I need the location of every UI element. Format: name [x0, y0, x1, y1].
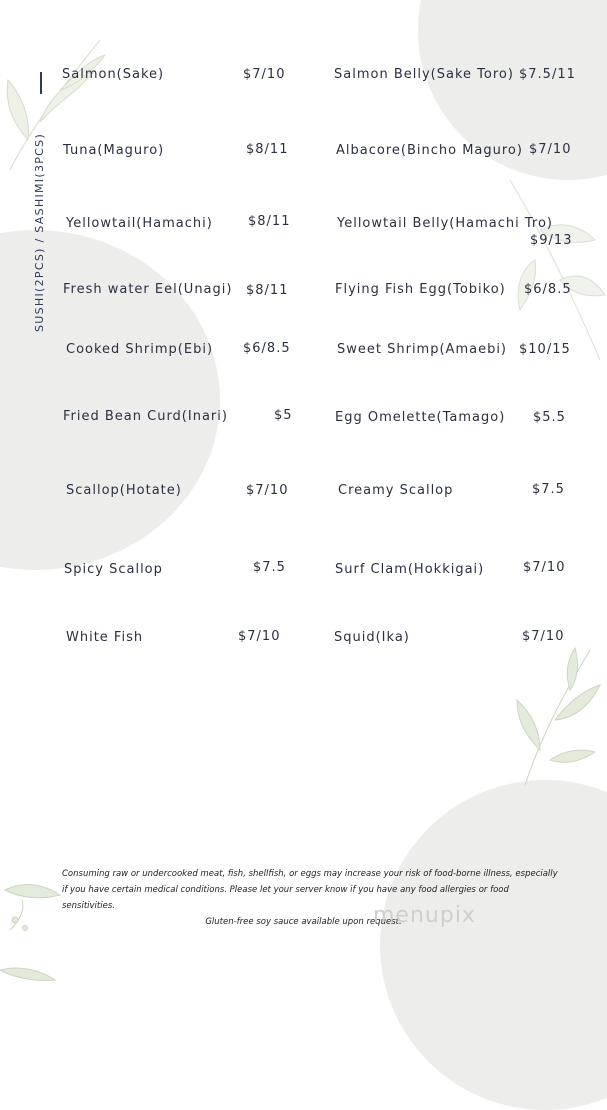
background-blob-bottom	[380, 780, 607, 1110]
menu-item-price: $6/8.5	[524, 282, 572, 297]
menu-item-name: Spicy Scallop	[64, 562, 163, 577]
gluten-free-note: Gluten-free soy sauce available upon request.	[205, 917, 402, 927]
menu-item-price: $8/11	[248, 214, 291, 229]
leaf-decoration-bottom-right-icon	[505, 640, 605, 790]
menu-item-name: Squid(Ika)	[334, 630, 410, 645]
menu-item-name: Albacore(Bincho Maguro)	[336, 143, 523, 158]
menu-item-name: Scallop(Hotate)	[66, 483, 182, 498]
leaf-decoration-bottom-left-icon	[0, 870, 70, 1000]
menu-item-name: Surf Clam(Hokkigai)	[335, 562, 485, 577]
menu-item-price: $7/10	[523, 560, 566, 575]
menu-item-name: Salmon Belly(Sake Toro)	[334, 67, 514, 82]
menu-item-price: $5.5	[533, 410, 566, 425]
menu-item-name: Tuna(Maguro)	[63, 143, 165, 158]
menu-item-price: $7.5/11	[519, 67, 576, 82]
menu-item-name: Fresh water Eel(Unagi)	[63, 282, 233, 297]
menu-item-name: Egg Omelette(Tamago)	[335, 410, 506, 425]
watermark-logo: menupix	[373, 903, 476, 928]
food-safety-disclaimer: Consuming raw or undercooked meat, fish, shellfish, or eggs may increase your risk of food-borne illness, especially if you have certain medical conditions. Please let your server know if you have any food allergies or food sensitivities.	[62, 869, 558, 911]
menu-item-name: Creamy Scallop	[338, 483, 454, 498]
menu-item-price: $10/15	[519, 342, 571, 357]
menu-item-name: White Fish	[66, 630, 144, 645]
menu-item-name: Yellowtail Belly(Hamachi Tro)	[337, 216, 553, 231]
menu-item-name: Yellowtail(Hamachi)	[66, 216, 213, 231]
menu-item-price: $9/13	[530, 233, 573, 248]
menu-item-price: $7/10	[522, 629, 565, 644]
menu-item-name: Sweet Shrimp(Amaebi)	[337, 342, 508, 357]
menu-item-name: Salmon(Sake)	[62, 67, 165, 82]
menu-item-price: $7/10	[529, 142, 572, 157]
menu-item-price: $8/11	[246, 142, 289, 157]
menu-item-price: $7/10	[243, 67, 286, 82]
menu-item-price: $6/8.5	[243, 341, 291, 356]
leaf-decoration-right-icon	[500, 170, 607, 370]
section-divider	[40, 72, 42, 94]
menu-item-price: $7.5	[532, 482, 565, 497]
menu-item-price: $7/10	[238, 629, 281, 644]
menu-item-price: $8/11	[246, 283, 289, 298]
menu-item-name: Cooked Shrimp(Ebi)	[66, 342, 214, 357]
menu-item-price: $5	[274, 408, 293, 423]
menu-item-name: Flying Fish Egg(Tobiko)	[335, 282, 506, 297]
menu-item-price: $7.5	[253, 560, 286, 575]
menu-item-name: Fried Bean Curd(Inari)	[63, 409, 228, 424]
menu-item-price: $7/10	[246, 483, 289, 498]
section-title: SUSHI(2PCS) / SASHIMI(3PCS)	[33, 132, 46, 332]
